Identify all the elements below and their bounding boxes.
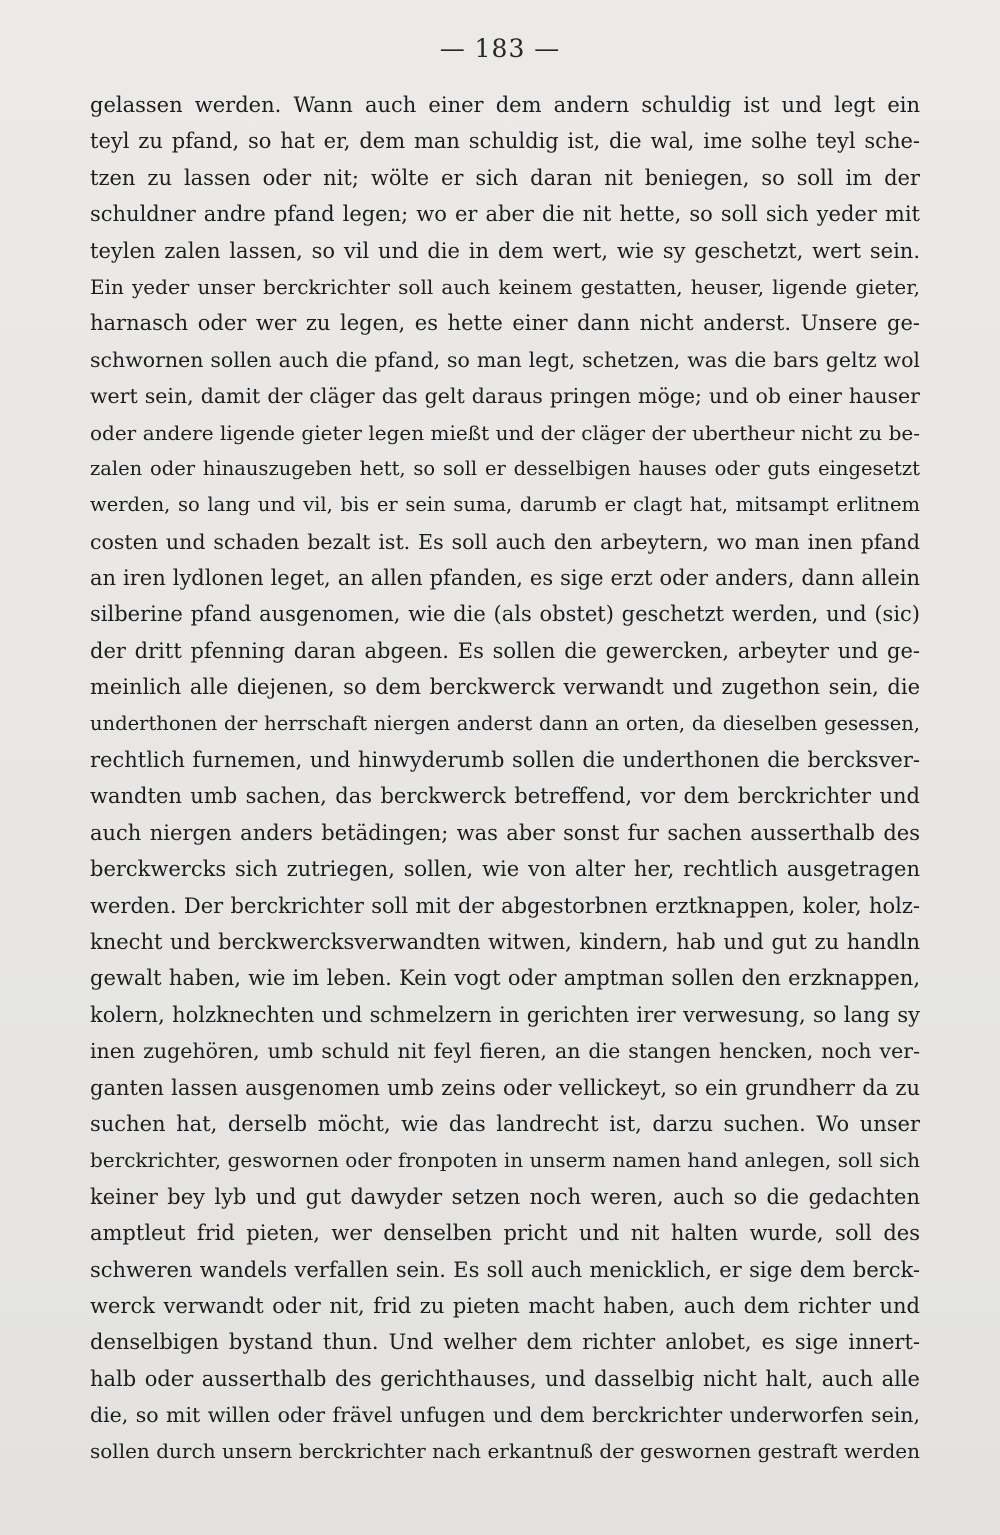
text-line: schweren wandels verfallen sein. Es soll auch menicklich, er sige dem berck- — [90, 1257, 920, 1282]
text-line: berckwercks sich zutriegen, sollen, wie von alter her, rechtlich ausgetragen — [90, 857, 920, 882]
text-line: harnasch oder wer zu legen, es hette einer dann nicht anderst. Unsere ge- — [90, 311, 920, 336]
text-line: werck verwandt oder nit, frid zu pieten macht haben, auch dem richter und — [90, 1293, 920, 1318]
text-line: amptleut frid pieten, wer denselben pricht und nit halten wurde, soll des — [90, 1221, 920, 1246]
text-line: kolern, holzknechten und schmelzern in gerichten irer verwesung, so lang sy — [90, 1002, 920, 1027]
text-line: inen zugehören, umb schuld nit feyl fieren, an die stangen hencken, noch ver- — [90, 1039, 920, 1064]
page-number: — 183 — — [439, 34, 561, 63]
text-line: halb oder ausserthalb des gerichthauses, und dasselbig nicht halt, auch alle — [90, 1366, 920, 1391]
text-line: gewalt haben, wie im leben. Kein vogt oder amptman sollen den erzknappen, — [90, 966, 920, 991]
text-line: schwornen sollen auch die pfand, so man legt, schetzen, was die bars geltz wol — [90, 347, 920, 372]
text-line: suchen hat, derselb möcht, wie das landrecht ist, darzu suchen. Wo unser — [90, 1111, 920, 1136]
text-line: silberine pfand ausgenomen, wie die (als obstet) geschetzt werden, und (sic) — [90, 602, 920, 627]
text-line: meinlich alle diejenen, so dem berckwerck verwandt und zugethon sein, die — [90, 675, 920, 700]
text-line: teylen zalen lassen, so vil und die in dem wert, wie sy geschetzt, wert sein. — [90, 238, 920, 263]
text-line: sollen durch unsern berckrichter nach erkantnuß der geswornen gestraft werden — [90, 1439, 920, 1464]
text-line: knecht und berckwercksverwandten witwen, kindern, hab und gut zu handln — [90, 929, 920, 954]
text-line: denselbigen bystand thun. Und welher dem richter anlobet, es sige innert- — [90, 1330, 920, 1355]
text-line: tzen zu lassen oder nit; wölte er sich daran nit beniegen, so soll im der — [90, 165, 920, 190]
text-line: underthonen der herrschaft niergen anderst dann an orten, da dieselben gesessen, — [90, 711, 920, 735]
text-line: der dritt pfenning daran abgeen. Es sollen die gewercken, arbeyter und ge- — [90, 638, 920, 663]
text-line: Ein yeder unser berckrichter soll auch keinem gestatten, heuser, ligende gieter, — [90, 274, 920, 299]
text-line: wert sein, damit der cläger das gelt daraus pringen möge; und ob einer hauser — [90, 384, 920, 409]
text-line: an iren lydlonen leget, an allen pfanden, es sige erzt oder anders, dann allein — [90, 566, 920, 591]
text-line: die, so mit willen oder frävel unfugen und dem berckrichter underworfen sein, — [90, 1403, 920, 1428]
text-line: gelassen werden. Wann auch einer dem andern schuldig ist und legt ein — [90, 93, 920, 117]
text-line: teyl zu pfand, so hat er, dem man schuldig ist, die wal, ime solhe teyl sche- — [90, 129, 920, 154]
text-line: werden. Der berckrichter soll mit der abgestorbnen erztknappen, koler, holz- — [90, 893, 920, 918]
text-line: oder andere ligende gieter legen mießt und der cläger der ubertheur nicht zu be- — [90, 420, 920, 445]
text-line: auch niergen anders betädingen; was aber sonst fur sachen ausserthalb des — [90, 820, 920, 845]
text-line: berckrichter, geswornen oder fronpoten in unserm namen hand anlegen, soll sich — [90, 1148, 920, 1173]
text-line: keiner bey lyb und gut dawyder setzen noch weren, auch so die gedachten — [90, 1184, 920, 1209]
text-line: ganten lassen ausgenomen umb zeins oder vellickeyt, so ein grundherr da zu — [90, 1075, 920, 1100]
text-line: costen und schaden bezalt ist. Es soll auch den arbeytern, wo man inen pfand — [90, 529, 920, 554]
body-text — [90, 87, 920, 1470]
text-line: wandten umb sachen, das berckwerck betreffend, vor dem berckrichter und — [90, 784, 920, 809]
text-line: rechtlich furnemen, und hinwyderumb sollen die underthonen die bercksver- — [90, 748, 920, 773]
text-line: schuldner andre pfand legen; wo er aber die nit hette, so soll sich yeder mit — [90, 202, 920, 227]
text-line: werden, so lang und vil, bis er sein suma, darumb er clagt hat, mitsampt erlitnem — [90, 493, 920, 517]
text-line: zalen oder hinauszugeben hett, so soll er desselbigen hauses oder guts eingesetzt — [90, 456, 920, 480]
